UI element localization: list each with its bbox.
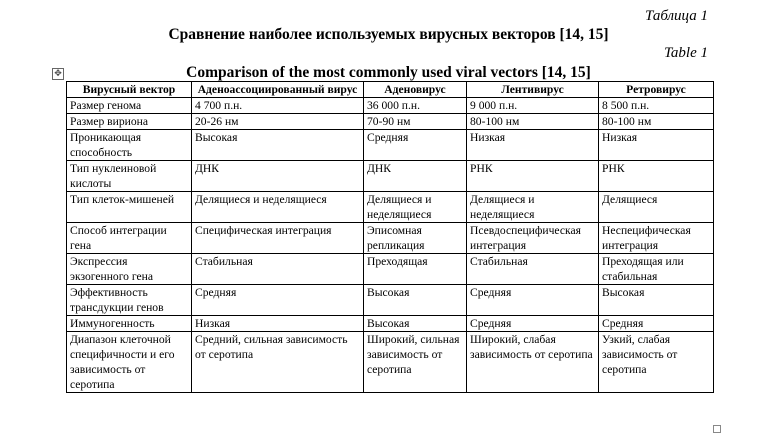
header-cell: Ретровирус xyxy=(599,82,714,98)
table-cell: Эписомная репликация xyxy=(364,223,467,254)
table-cell: Узкий, слабая зависимость от серотипа xyxy=(599,332,714,393)
table-title-en: Comparison of the most commonly used viral vectors [14, 15] xyxy=(186,64,591,81)
table-row xyxy=(67,332,714,393)
table-cell: Преходящая xyxy=(364,254,467,285)
header-cell: Лентивирус xyxy=(467,82,599,98)
row-label: Иммуногенность xyxy=(67,316,192,332)
table-cell: 36 000 п.н. xyxy=(364,98,467,114)
table-cell: ДНК xyxy=(192,161,364,192)
table-cell: Средняя xyxy=(192,285,364,316)
table-cell: Средний, сильная зависимость от серотипа xyxy=(192,332,364,393)
table-cell: Делящиеся и неделящиеся xyxy=(467,192,599,223)
row-label: Проникающая способность xyxy=(67,130,192,161)
table-cell: Средняя xyxy=(467,316,599,332)
header-cell: Аденовирус xyxy=(364,82,467,98)
row-label: Экспрессия экзогенного гена xyxy=(67,254,192,285)
table-row xyxy=(67,316,714,332)
table-cell: Делящиеся и неделящиеся xyxy=(364,192,467,223)
table-row xyxy=(67,192,714,223)
row-label: Размер вириона xyxy=(67,114,192,130)
table-title-ru: Сравнение наиболее используемых вирусных векторов [14, 15] xyxy=(168,26,609,43)
table-cell: 80-100 нм xyxy=(467,114,599,130)
table-cell: Неспецифическая интеграция xyxy=(599,223,714,254)
table-caption-en: Table 1 xyxy=(663,45,708,61)
table-row xyxy=(67,161,714,192)
table-cell: 20-26 нм xyxy=(192,114,364,130)
table-cell: Делящиеся и неделящиеся xyxy=(192,192,364,223)
row-label: Размер генома xyxy=(67,98,192,114)
table-row xyxy=(67,98,714,114)
table-cell: Средняя xyxy=(599,316,714,332)
row-label: Тип клеток-мишеней xyxy=(67,192,192,223)
table-row xyxy=(67,254,714,285)
table-cell: Высокая xyxy=(364,316,467,332)
table-header-row xyxy=(67,82,714,98)
row-label: Эффективность трансдукции генов xyxy=(67,285,192,316)
table-cell: Средняя xyxy=(364,130,467,161)
table-cell: Делящиеся xyxy=(599,192,714,223)
table-row xyxy=(67,285,714,316)
table-cell: Специфическая интеграция xyxy=(192,223,364,254)
table-row xyxy=(67,114,714,130)
table-cell: РНК xyxy=(467,161,599,192)
table-cell: Стабильная xyxy=(192,254,364,285)
table-cell: Низкая xyxy=(192,316,364,332)
table-cell: 80-100 нм xyxy=(599,114,714,130)
row-label: Тип нуклеиновой кислоты xyxy=(67,161,192,192)
table-cell: Псевдоспецифическая интеграция xyxy=(467,223,599,254)
header-cell: Аденоассоциированный вирус xyxy=(192,82,364,98)
table-cell: Стабильная xyxy=(467,254,599,285)
table-caption-ru: Таблица 1 xyxy=(645,8,708,24)
table-cell: Широкий, сильная зависимость от серотипа xyxy=(364,332,467,393)
row-label: Способ интеграции гена xyxy=(67,223,192,254)
table-move-handle-icon[interactable]: ✥ xyxy=(52,68,64,80)
table-cell: 4 700 п.н. xyxy=(192,98,364,114)
table-cell: Высокая xyxy=(599,285,714,316)
table-cell: Преходящая или стабильная xyxy=(599,254,714,285)
table-cell: Высокая xyxy=(364,285,467,316)
row-label: Диапазон клеточной специфичности и его зависимость от серотипа xyxy=(67,332,192,393)
table-row xyxy=(67,223,714,254)
table-cell: Низкая xyxy=(599,130,714,161)
table-cell: Низкая xyxy=(467,130,599,161)
table-row xyxy=(67,130,714,161)
header-cell: Вирусный вектор xyxy=(67,82,192,98)
table-cell: 70-90 нм xyxy=(364,114,467,130)
viral-vector-table xyxy=(66,81,714,393)
table-cell: ДНК xyxy=(364,161,467,192)
table-cell: Высокая xyxy=(192,130,364,161)
table-cell: 8 500 п.н. xyxy=(599,98,714,114)
table-cell: Средняя xyxy=(467,285,599,316)
table-cell: РНК xyxy=(599,161,714,192)
table-resize-handle[interactable] xyxy=(713,425,721,433)
table-cell: Широкий, слабая зависимость от серотипа xyxy=(467,332,599,393)
table-cell: 9 000 п.н. xyxy=(467,98,599,114)
